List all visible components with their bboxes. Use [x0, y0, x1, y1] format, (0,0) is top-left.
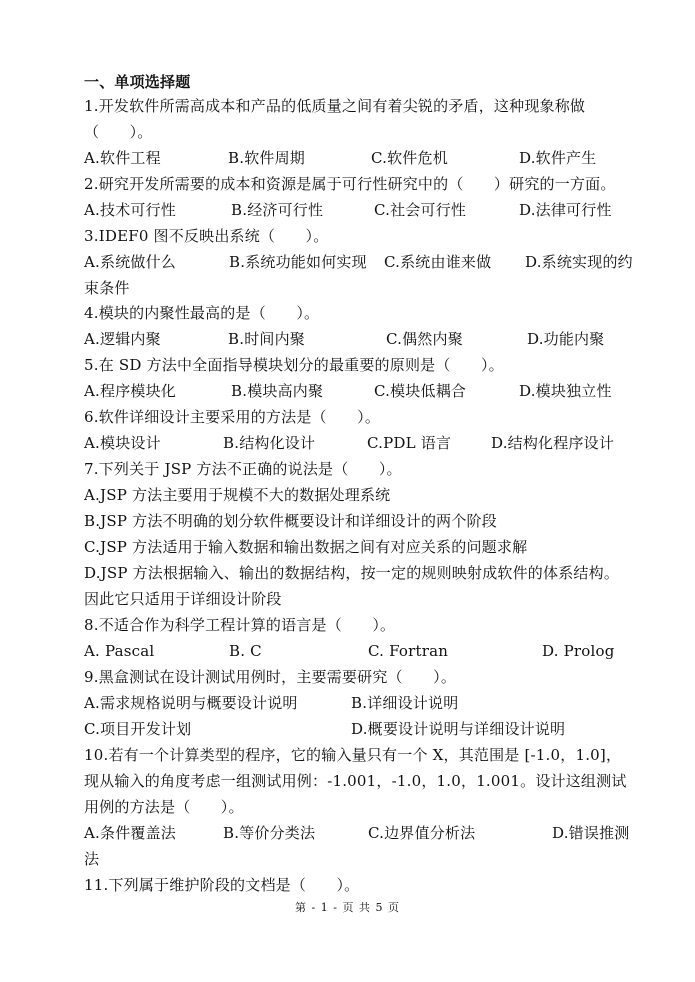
question-10-option-a: A.条件覆盖法 — [84, 824, 177, 842]
question-7-option-b: B.JSP 方法不明确的划分软件概要设计和详细设计的两个阶段 — [84, 512, 497, 530]
question-9-option-a: A.需求规格说明与概要设计说明 — [84, 694, 298, 712]
question-4-stem: 4.模块的内聚性最高的是（ ）。 — [84, 304, 320, 322]
question-8-stem: 8.不适合作为科学工程计算的语言是（ ）。 — [84, 616, 396, 634]
question-2-option-a: A.技术可行性 — [84, 201, 177, 219]
question-6-stem: 6.软件详细设计主要采用的方法是（ ）。 — [84, 408, 381, 426]
section-title: 一、单项选择题 — [84, 73, 191, 91]
question-6-option-b: B.结构化设计 — [223, 434, 316, 452]
question-2-option-d: D.法律可行性 — [519, 201, 612, 219]
question-1-option-d: D.软件产生 — [519, 149, 597, 167]
question-10-stem-line-1: 10.若有一个计算类型的程序，它的输入量只有一个 X，其范围是 [-1.0，1.0]， — [84, 746, 622, 764]
page-footer: 第 - 1 - 页 共 5 页 — [295, 901, 400, 914]
question-8-option-c: C. Fortran — [368, 642, 449, 660]
question-8-option-b: B. C — [229, 642, 262, 660]
question-9-option-d: D.概要设计说明与详细设计说明 — [351, 720, 566, 738]
question-4-option-d: D.功能内聚 — [527, 330, 605, 348]
question-7-option-c: C.JSP 方法适用于输入数据和输出数据之间有对应关系的问题求解 — [84, 538, 528, 556]
question-2-stem: 2.研究开发所需要的成本和资源是属于可行性研究中的（ ）研究的一方面。 — [84, 175, 616, 193]
question-4-option-c: C.偶然内聚 — [386, 330, 463, 348]
question-8-option-a: A. Pascal — [84, 642, 155, 660]
question-3-option-a: A.系统做什么 — [84, 253, 177, 271]
question-3-option-d-continuation: 束条件 — [84, 279, 130, 297]
question-9-option-b: B.详细设计说明 — [351, 694, 459, 712]
question-5-option-d: D.模块独立性 — [519, 382, 612, 400]
question-9-option-c: C.项目开发计划 — [84, 720, 192, 738]
question-10-stem-line-2: 现从输入的角度考虑一组测试用例：-1.001，-1.0，1.0，1.001。设计这组测试 — [84, 772, 627, 790]
question-10-option-c: C.边界值分析法 — [368, 824, 476, 842]
question-7-option-a: A.JSP 方法主要用于规模不大的数据处理系统 — [84, 486, 391, 504]
question-1-stem-line-2: （ ）。 — [84, 123, 153, 141]
question-6-option-a: A.模块设计 — [84, 434, 161, 452]
question-11-stem: 11.下列属于维护阶段的文档是（ ）。 — [84, 876, 360, 894]
question-7-option-d-continuation: 因此它只适用于详细设计阶段 — [84, 590, 282, 608]
question-10-option-d-continuation: 法 — [84, 850, 100, 868]
question-6-option-d: D.结构化程序设计 — [491, 434, 615, 452]
question-1-option-a: A.软件工程 — [84, 149, 161, 167]
question-6-option-c: C.PDL 语言 — [367, 434, 452, 452]
question-5-option-c: C.模块低耦合 — [374, 382, 467, 400]
question-7-stem: 7.下列关于 JSP 方法不正确的说法是（ ）。 — [84, 460, 402, 478]
question-2-option-b: B.经济可行性 — [231, 201, 324, 219]
question-1-option-b: B.软件周期 — [228, 149, 305, 167]
question-4-option-a: A.逻辑内聚 — [84, 330, 161, 348]
question-2-option-c: C.社会可行性 — [374, 201, 467, 219]
question-4-option-b: B.时间内聚 — [228, 330, 305, 348]
question-5-option-b: B.模块高内聚 — [231, 382, 324, 400]
question-1-option-c: C.软件危机 — [371, 149, 448, 167]
question-3-option-c: C.系统由谁来做 — [384, 253, 492, 271]
question-10-option-d: D.错误推测 — [552, 824, 630, 842]
question-10-stem-line-3: 用例的方法是（ ）。 — [84, 798, 244, 816]
question-1-stem-line-1: 1.开发软件所需高成本和产品的低质量之间有着尖锐的矛盾，这种现象称做 — [84, 97, 586, 115]
question-3-option-b: B.系统功能如何实现 — [229, 253, 367, 271]
question-3-stem: 3.IDEF0 图不反映出系统（ ）。 — [84, 227, 329, 245]
question-9-stem: 9.黑盒测试在设计测试用例时，主要需要研究（ ）。 — [84, 668, 457, 686]
question-7-option-d: D.JSP 方法根据输入、输出的数据结构，按一定的规则映射成软件的体系结构。 — [84, 564, 620, 582]
question-3-option-d: D.系统实现的约 — [525, 253, 633, 271]
question-5-option-a: A.程序模块化 — [84, 382, 177, 400]
question-8-option-d: D. Prolog — [542, 642, 615, 660]
question-5-stem: 5.在 SD 方法中全面指导模块划分的最重要的原则是（ ）。 — [84, 356, 504, 374]
question-10-option-b: B.等价分类法 — [223, 824, 316, 842]
